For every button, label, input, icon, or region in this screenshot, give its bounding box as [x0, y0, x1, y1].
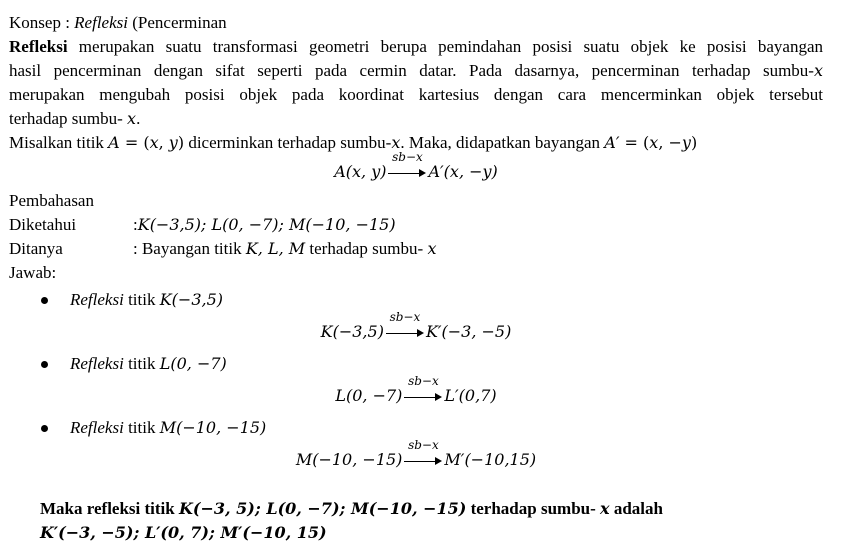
ditanya-label: Ditanya: [9, 239, 63, 258]
formula-right: A′(x, −y): [428, 162, 498, 181]
var-y-2: y: [681, 133, 691, 152]
conclusion-text-3: adalah: [609, 499, 663, 518]
definition-text-1: merupakan suatu transformasi geometri berupa pemindahan posisi suatu objek ke posisi bayangan: [67, 37, 823, 56]
arrow-label: sb−x: [408, 438, 439, 453]
var-x: x: [149, 133, 159, 152]
definition-text-4: terhadap sumbu-: [9, 109, 128, 128]
jawab-label: Jawab:: [9, 263, 57, 282]
misalkan-text-3: . Maka, didapatkan bayangan: [400, 133, 605, 152]
formula-right: M′(−10,15): [444, 450, 537, 469]
bullet-k: [9, 285, 859, 315]
arrow-head-icon: [417, 329, 424, 337]
item-text: titik: [123, 418, 160, 437]
bullet-dot-icon: [41, 361, 48, 368]
formula-right: L′(0,7): [444, 386, 497, 405]
ditanya-rest: terhadap sumbu-: [305, 239, 428, 258]
eq-open-2: = (: [619, 133, 650, 152]
arrow-label: sb−x: [389, 310, 421, 325]
definition-var-x: x: [813, 61, 823, 80]
ditanya-vars: K, L, M: [245, 239, 306, 258]
misalkan-text-1: Misalkan titik: [9, 133, 109, 152]
formula-l: [9, 374, 823, 413]
formula-left: L(0, −7): [335, 386, 403, 405]
eq-open: = (: [119, 133, 150, 152]
var-y: y: [168, 133, 178, 152]
definition-line-2: [9, 59, 823, 83]
mapping-arrow: [404, 374, 442, 407]
diketahui-row: [9, 213, 823, 237]
formula-k: [9, 310, 823, 349]
item-point: L(0, −7): [159, 354, 227, 373]
definition-var-x2: x: [127, 109, 137, 128]
answer-item-l: [9, 349, 859, 413]
item-point: M(−10, −15): [159, 418, 267, 437]
arrow-head-icon: [419, 169, 426, 177]
formula-left: A(x, y): [334, 162, 387, 181]
comma: ,: [158, 133, 169, 152]
konsep-line: [9, 11, 823, 35]
definition-term: Refleksi: [9, 37, 68, 56]
item-text: titik: [123, 354, 160, 373]
ditanya-row: [9, 237, 823, 261]
bullet-dot-icon: [41, 297, 48, 304]
var-x-2: x: [649, 133, 659, 152]
misalkan-text-2: dicerminkan terhadap sumbu-: [184, 133, 392, 152]
ditanya-sep: : Bayangan titik: [133, 239, 246, 258]
definition-line-1: [9, 35, 823, 59]
diketahui-sep: :: [133, 215, 138, 234]
diketahui-label: Diketahui: [9, 215, 77, 234]
comma-minus: , −: [658, 133, 682, 152]
arrow-head-icon: [435, 393, 442, 401]
eq-close-2: ): [690, 133, 698, 152]
spacer: [9, 477, 859, 497]
conclusion-var: x: [600, 499, 610, 518]
bullet-dot-icon: [41, 425, 48, 432]
eq-close: ): [177, 133, 185, 152]
conclusion-line-2: [9, 521, 854, 545]
formula-left: M(−10, −15): [295, 450, 403, 469]
conclusion-result: K′(−3, −5); L′(0, 7); M′(−10, 15): [40, 523, 327, 542]
item-italic: Refleksi: [70, 354, 124, 373]
konsep-suffix: (Pencerminan: [127, 13, 227, 32]
arrow-label: sb−x: [408, 374, 439, 389]
konsep-italic: Refleksi: [74, 13, 128, 32]
conclusion-points: K(−3, 5); L(0, −7); M(−10, −15): [178, 499, 467, 518]
formula-m: [9, 438, 823, 477]
mapping-arrow: [386, 310, 424, 343]
conclusion-text-2: terhadap sumbu-: [466, 499, 601, 518]
item-text: titik: [123, 290, 160, 309]
formula-left: K(−3,5): [320, 322, 384, 341]
general-formula: [9, 150, 823, 189]
answer-item-m: [9, 413, 859, 477]
ditanya-var: x: [427, 239, 437, 258]
formula-right: K′(−3, −5): [425, 322, 512, 341]
definition-line-3: [9, 83, 823, 107]
answer-item-k: [9, 285, 859, 349]
var-x-axis: x: [391, 133, 401, 152]
conclusion-text-1: Maka refleksi titik: [40, 499, 179, 518]
definition-text-2: hasil pencerminan dengan sifat seperti pada cermin datar. Pada dasarnya, pencerminan terhadap sumbu-: [9, 61, 814, 80]
definition-text-3: merupakan mengubah posisi objek pada koordinat kartesius dengan cara mencerminkan objek tersebut: [9, 85, 823, 104]
definition-period: .: [136, 109, 141, 128]
mapping-arrow: [388, 150, 426, 183]
pembahasan-heading: Pembahasan: [9, 191, 94, 210]
point-a-prime: A′: [604, 133, 620, 152]
item-point: K(−3,5): [159, 290, 224, 309]
arrow-head-icon: [435, 457, 442, 465]
item-italic: Refleksi: [70, 290, 124, 309]
mapping-arrow: [404, 438, 442, 471]
konsep-prefix: Konsep :: [9, 13, 75, 32]
arrow-label: sb−x: [392, 150, 423, 165]
point-a: A: [108, 133, 120, 152]
definition-line-4: [9, 107, 823, 131]
conclusion-line-1: [9, 497, 854, 521]
diketahui-value: K(−3,5); L(0, −7); M(−10, −15): [137, 215, 396, 234]
item-italic: Refleksi: [70, 418, 124, 437]
